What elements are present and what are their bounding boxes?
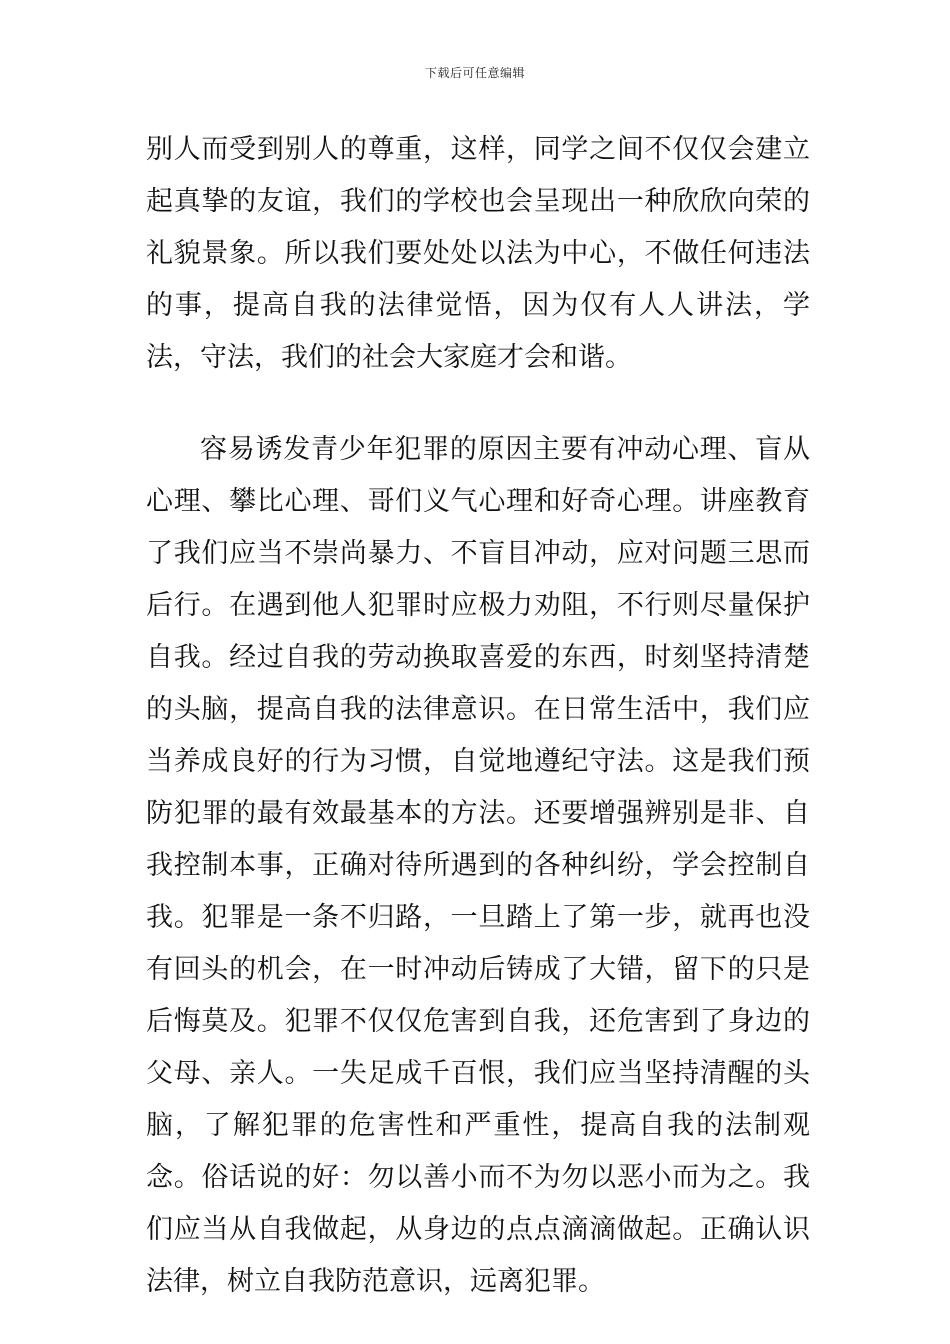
paragraph-2: 容易诱发青少年犯罪的原因主要有冲动心理、盲从心理、攀比心理、哥们义气心理和好奇心理。讲座教育了我们应当不崇尚暴力、不盲目冲动，应对问题三思而后行。在遇到他人犯罪时应极力劝阻，不行则尽量保护自我。经过自我的劳动换取喜爱的东西，时刻坚持清楚的头脑，提高自我的法律意识。在日常生活中，我们应当养成良好的行为习惯，自觉地遵纪守法。这是我们预防犯罪的最有效最基本的方法。还要增强辨别是非、自我控制本事，正确对待所遇到的各种纠纷，学会控制自我。犯罪是一条不归路，一旦踏上了第一步，就再也没有回头的机会，在一时冲动后铸成了大错，留下的只是后悔莫及。犯罪不仅仅危害到自我，还危害到了身边的父母、亲人。一失足成千百恨，我们应当坚持清醒的头脑，了解犯罪的危害性和严重性，提高自我的法制观念。俗话说的好：勿以善小而不为勿以恶小而为之。我们应当从自我做起，从身边的点点滴滴做起。正确认识法律，树立自我防范意识，远离犯罪。 <box>146 434 810 1297</box>
header-note: 下载后可任意编辑 <box>424 66 525 80</box>
paragraph-1: 别人而受到别人的尊重，这样，同学之间不仅仅会建立起真挚的友谊，我们的学校也会呈现出一种欣欣向荣的礼貌景象。所以我们要处处以法为中心，不做任何违法的事，提高自我的法律觉悟，因为仅有人人讲法，学法，守法，我们的社会大家庭才会和谐。 <box>146 134 810 373</box>
